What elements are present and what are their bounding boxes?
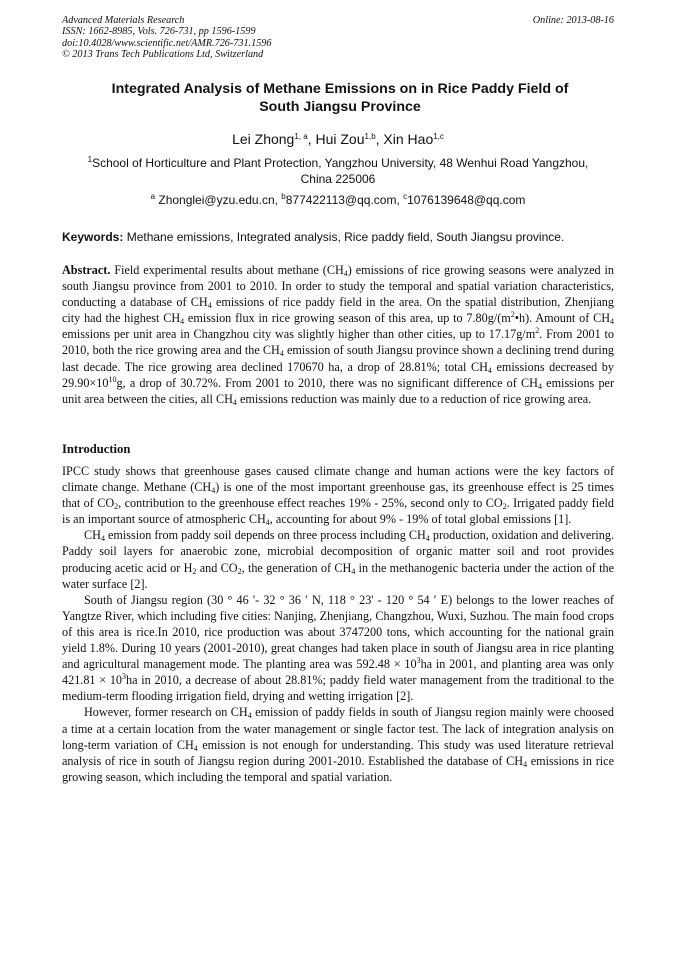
abstract-text: g, a drop of 30.72%. From 2001 to 2010, there was no significant difference of CH <box>116 375 538 390</box>
author-list <box>62 130 614 148</box>
paragraph-text: . Irrigated paddy field is an important source of atmospheric CH <box>62 496 615 527</box>
paragraph-text: , the generation of CH <box>241 560 352 575</box>
affiliation <box>62 155 614 187</box>
paragraph-text: , accounting for about 9% - 19% of total global emissions [1]. <box>269 512 572 527</box>
paragraph <box>62 592 614 705</box>
paragraph-text: ) is one of the most important greenhouse gas, its greenhouse effect is 25 times that of CO <box>62 480 614 511</box>
keywords-label: Keywords: <box>62 230 124 244</box>
paragraph-text: ha in 2010, a decrease of about 28.81%; paddy field water management from the traditional to the medium-term flooding irrigation field, drying and wetting irrigation [2]. <box>62 673 615 704</box>
abstract-text: Field experimental results about methane (CH <box>110 263 344 277</box>
subscript: 4 <box>487 365 492 375</box>
paragraph-text: production, oxidation and delivering. Paddy soil layers for anaerobic zone, microbial decomposition of organic matter soil and root provides producing acetic acid or H <box>62 528 614 575</box>
subscript: 2 <box>114 502 119 512</box>
author-separator: , <box>307 131 316 147</box>
author-affil-mark: 1,c <box>433 132 444 141</box>
subscript: 4 <box>180 317 185 327</box>
paragraph <box>62 463 614 527</box>
paragraph-text: emission of paddy fields in south of Jiangsu region mainly were choosed a time at a certain location from the water management or single factor test. The lack of integration analysis on long-term variation of CH <box>62 705 614 752</box>
journal-header <box>62 15 614 60</box>
abstract-text: emissions of rice paddy field in the area. On the spatial distribution, Zhenjiang city had the highest CH <box>62 295 614 326</box>
abstract-text: emission flux in rice growing season of this area, up to 7.80g/(m <box>184 311 511 326</box>
superscript: 2 <box>535 326 540 336</box>
subscript: 4 <box>523 759 528 769</box>
abstract-text: emissions decreased by 29.90×10 <box>62 359 614 390</box>
doi: doi:10.4028/www.scientific.net/AMR.726-731.1596 <box>62 37 272 49</box>
keywords-text: Methane emissions, Integrated analysis, Rice paddy field, South Jiangsu province. <box>123 230 565 244</box>
abstract-text: emission of south Jiangsu province shown a declining trend during last decade. The rice growing area declined 170670 ha, a drop of 28.81%; total CH <box>62 343 615 374</box>
subscript: 2 <box>192 566 197 576</box>
author-name: Hui Zou <box>315 131 365 147</box>
paragraph <box>62 704 614 784</box>
abstract <box>62 262 614 407</box>
paragraph-text: , contribution to the greenhouse effect reaches 19% - 25%, second only to CO <box>118 496 503 511</box>
paragraph-text: emission is not enough for understanding. This study was used literature retrieval analysis of rice in south of Jiangsu region during 2001-2010. Established the database of CH <box>62 737 614 768</box>
email-link[interactable]: 1076139648@qq.com <box>407 193 526 207</box>
subscript: 4 <box>343 269 348 278</box>
superscript: 2 <box>510 310 515 320</box>
paragraph-text: South of Jiangsu region (30 ° 46 '- 32 ° 36 ′ N, 118 ° 23' - 120 ° 54 ′ E) belongs to the lower reaches of Yangtze River, which including five cities: Nanjing, Zhenjiang, Changzhou, Wuxi, Suzhou. The main food crops of this area is rice.In 2010, rice production was about 3747200 tons, which accounting for the national grain yield 1.8%. During 10 years (2001-2010), great changes had taken place in south of Jiangsu area in rice planting and agricultural management mode. The planting area was 592.48 × 10 <box>62 592 614 672</box>
email-link[interactable]: 877422113@qq.com, <box>285 193 404 207</box>
paragraph-text: ha in 2001, and planting area was only 421.81 × 10 <box>62 657 614 688</box>
paragraph-text: in the methanogenic bacteria under the action of the water surface [2]. <box>62 560 615 591</box>
abstract-text: ) emissions of rice growing seasons were analyzed in south Jiangsu province from 2001 to 2010. In order to study the temporal and spatial variation characteristics, conducting a database of CH <box>62 263 614 310</box>
author-separator: , <box>375 131 384 147</box>
paragraph-text: IPCC study shows that greenhouse gases caused climate change and human actions were the key factors of climate change. Methane (CH <box>62 464 614 495</box>
issn-volumes: ISSN: 1662-8985, Vols. 726-731, pp 1596-1599 <box>62 26 256 38</box>
paragraph-text: emissions in rice growing season, which including the temporal and spatial variation. <box>62 753 614 784</box>
abstract-text: emissions reduction was mainly due to a reduction of rice growing area. <box>236 391 592 406</box>
subscript: 4 <box>100 534 105 544</box>
abstract-text: emissions per unit area in Changzhou city was slightly higher than other cities, up to 17.17g/m <box>62 327 536 342</box>
paragraph <box>62 527 614 591</box>
abstract-text: emissions per unit area between the cities, all CH <box>62 375 614 406</box>
subscript: 4 <box>351 566 356 576</box>
superscript: 3 <box>122 672 127 682</box>
online-date: Online: 2013-08-16 <box>532 15 614 26</box>
title-line-2: South Jiangsu Province <box>259 99 421 115</box>
subscript: 4 <box>207 301 212 311</box>
copyright: © 2013 Trans Tech Publications Ltd, Switzerland <box>62 48 264 60</box>
subscript: 4 <box>425 534 430 544</box>
subscript: 4 <box>265 518 270 528</box>
section-heading-introduction: Introduction <box>62 442 131 456</box>
superscript: 10 <box>108 374 117 384</box>
author-emails <box>62 192 614 208</box>
paragraph-text: and CO <box>196 560 238 575</box>
affil-mark: 1 <box>87 155 93 164</box>
author-affil-mark: 1,b <box>364 132 376 141</box>
affiliation-line-1 <box>62 155 614 171</box>
subscript: 4 <box>247 711 252 721</box>
author-name: Xin Hao <box>383 131 434 147</box>
introduction-body <box>62 463 614 785</box>
subscript: 4 <box>279 349 284 359</box>
abstract-text: •h). Amount of CH <box>514 311 610 326</box>
email-mark: c <box>403 192 408 201</box>
affiliation-line-2: China 225006 <box>300 172 376 186</box>
author-name: Lei Zhong <box>232 131 295 147</box>
title-line-1: Integrated Analysis of Methane Emissions on in Rice Paddy Field of <box>111 81 569 97</box>
subscript: 4 <box>610 317 614 327</box>
email-link[interactable]: Zhonglei@yzu.edu.cn, <box>155 193 282 207</box>
journal-name: Advanced Materials Research <box>62 15 185 26</box>
subscript: 4 <box>537 381 542 391</box>
paper-title <box>70 80 610 116</box>
affiliation-text: School of Horticulture and Plant Protection, Yangzhou University, 48 Wenhui Road Yangzhou, <box>92 156 589 170</box>
subscript: 4 <box>211 486 216 496</box>
paragraph-text: CH <box>84 528 101 543</box>
subscript: 4 <box>193 743 198 753</box>
abstract-label: Abstract. <box>62 263 111 277</box>
paragraph-text: emission from paddy soil depends on three process including CH <box>104 528 426 543</box>
email-mark: a <box>150 192 156 201</box>
paragraph-text: However, former research on CH <box>84 705 248 720</box>
author-affil-mark: 1, a <box>294 132 308 141</box>
email-mark: b <box>281 192 286 201</box>
subscript: 2 <box>237 566 242 576</box>
superscript: 3 <box>416 656 421 666</box>
abstract-text: . From 2001 to 2010, both the rice growing area and the CH <box>62 327 615 358</box>
subscript: 2 <box>502 502 507 512</box>
keywords <box>62 229 614 245</box>
subscript: 4 <box>232 397 237 407</box>
